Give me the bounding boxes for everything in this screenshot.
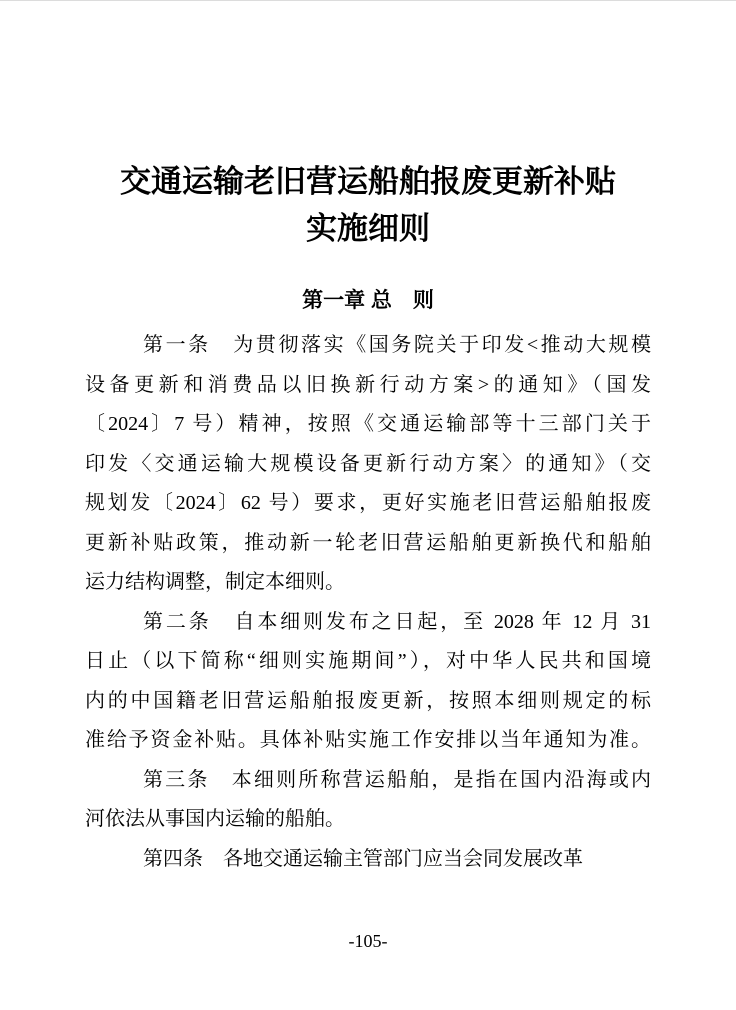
body-line: 设备更新和消费品以旧换新行动方案>的通知》（国发 — [85, 373, 651, 396]
body-line: 〔2024〕7 号）精神，按照《交通运输部等十三部门关于 — [85, 413, 651, 435]
body-line: 更新补贴政策，推动新一轮老旧营运船舶更新换代和船舶 — [85, 531, 651, 554]
body-line: 内的中国籍老旧营运船舶报废更新，按照本细则规定的标 — [85, 689, 651, 712]
body-line: 第四条 各地交通运输主管部门应当会同发展改革 — [143, 847, 583, 870]
body-line: 印发〈交通运输大规模设备更新行动方案〉的通知》（交 — [85, 452, 651, 475]
body-line: 日止（以下简称“细则实施期间”），对中华人民共和国境 — [85, 650, 651, 672]
body-line: 第一条 为贯彻落实《国务院关于印发<推动大规模 — [143, 334, 651, 356]
body-line: 准给予资金补贴。具体补贴实施工作安排以当年通知为准。 — [85, 729, 651, 751]
body-line: 第三条 本细则所称营运船舶，是指在国内沿海或内 — [143, 768, 651, 791]
body-line: 第二条 自本细则发布之日起，至 2028 年 12 月 31 — [143, 610, 651, 633]
body-line: 规划发〔2024〕62 号）要求，更好实施老旧营运船舶报废 — [85, 492, 651, 514]
document-title — [0, 158, 736, 252]
chapter-heading: 第一章 总 则 — [302, 289, 434, 312]
page-number: -105- — [348, 931, 388, 951]
body-line: 河依法从事国内运输的船舶。 — [85, 808, 345, 830]
document-body — [85, 326, 651, 879]
document-title-line-2: 实施细则 — [306, 211, 430, 246]
document-title-line-1: 交通运输老旧营运船舶报废更新补贴 — [120, 164, 616, 199]
body-line: 运力结构调整，制定本细则。 — [85, 571, 345, 593]
